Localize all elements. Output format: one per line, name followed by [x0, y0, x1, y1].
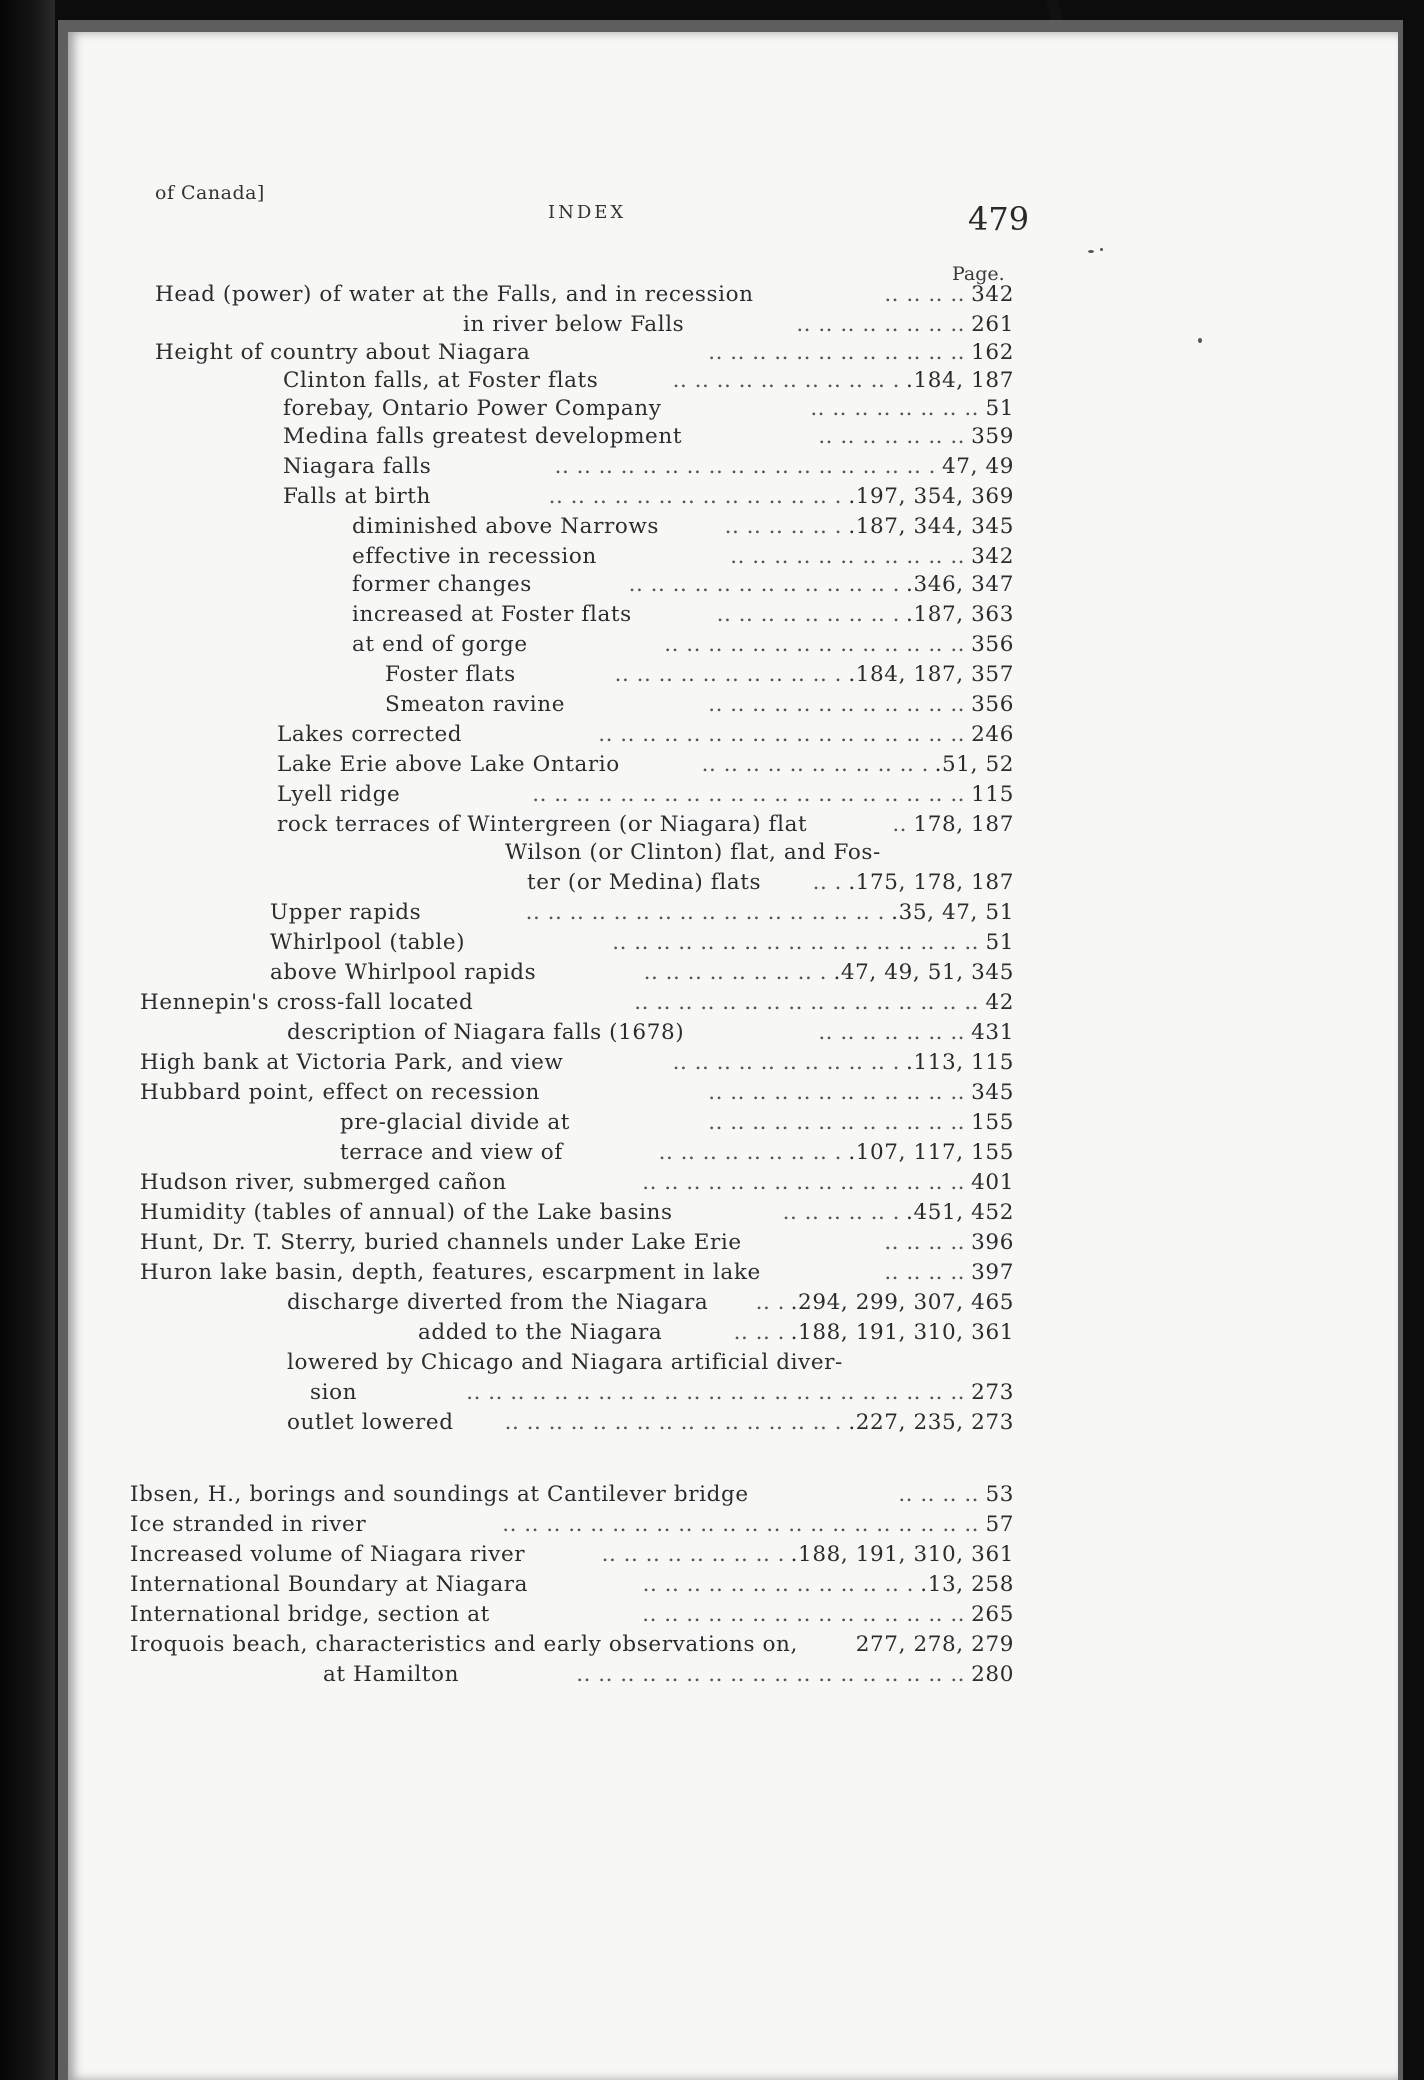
index-entry [0, 572, 1424, 602]
entry-heading: Humidity (tables of annual) of the Lake basins [140, 1200, 673, 1225]
entry-page-refs: .197, 354, 369 [848, 484, 1014, 509]
entry-heading: Hudson river, submerged cañon [140, 1170, 507, 1195]
index-entry [0, 544, 1424, 574]
index-entry [0, 1572, 1424, 1602]
index-entry [0, 1230, 1424, 1260]
index-entry [0, 282, 1424, 312]
entry-page-refs: .51, 52 [934, 752, 1014, 777]
entry-heading: discharge diverted from the Niagara [287, 1290, 709, 1315]
index-entry [0, 1050, 1424, 1080]
entry-page-refs: .188, 191, 310, 361 [790, 1320, 1014, 1345]
index-entry [0, 1020, 1424, 1050]
entry-page-refs: 261 [971, 312, 1014, 337]
entry-dot-leader: .. .. .. .. .. .. .. .. . [601, 1542, 785, 1567]
entry-heading: Huron lake basin, depth, features, escarpment in lake [140, 1260, 761, 1285]
entry-page-refs: .187, 363 [906, 602, 1014, 627]
entry-heading: terrace and view of [340, 1140, 563, 1165]
entry-heading: Falls at birth [283, 484, 431, 509]
entry-dot-leader: .. .. .. .. .. .. .. .. .. .. .. .. [708, 692, 965, 717]
index-entry [0, 722, 1424, 752]
entry-heading: forebay, Ontario Power Company [283, 396, 662, 421]
entry-page-refs: 345 [971, 1080, 1014, 1105]
entry-page-refs: .47, 49, 51, 345 [833, 960, 1014, 985]
index-entry [0, 454, 1424, 484]
entry-dot-leader: .. .. .. .. .. .. .. .. .. .. .. .. .. .. .. [642, 1602, 965, 1627]
entry-heading: effective in recession [352, 544, 597, 569]
index-entry [0, 424, 1424, 454]
index-entry [0, 662, 1424, 692]
entry-page-refs: .107, 117, 155 [848, 1140, 1014, 1165]
index-entry [0, 1410, 1424, 1440]
entry-dot-leader: .. .. .. .. .. .. .. .. .. .. .. .. .. .. .. .. .. .. .. .. .. .. [502, 1512, 979, 1537]
entry-heading: Ice stranded in river [130, 1512, 367, 1537]
entry-page-refs: 401 [971, 1170, 1014, 1195]
entry-heading: Smeaton ravine [385, 692, 566, 717]
entry-page-refs: 356 [971, 632, 1014, 657]
index-entry [0, 514, 1424, 544]
index-entry [0, 632, 1424, 662]
entry-dot-leader: .. .. .. .. .. .. .. .. .. .. . [614, 662, 842, 687]
entry-page-refs: 356 [971, 692, 1014, 717]
entry-dot-leader: .. .. .. .. .. .. .. [818, 424, 965, 449]
index-entry [0, 1140, 1424, 1170]
entry-heading: at Hamilton [323, 1662, 460, 1687]
entry-dot-leader: .. .. .. .. .. .. .. .. .. .. . [701, 752, 929, 777]
index-entry [0, 1170, 1424, 1200]
entry-dot-leader: .. .. .. .. .. . [724, 514, 842, 539]
entry-dot-leader: .. .. .. .. .. .. .. .. . [658, 1140, 842, 1165]
entry-dot-leader: .. .. .. .. .. .. .. .. .. .. .. .. .. .. .. .. .. .. .. .. [532, 782, 965, 807]
entry-page-refs: 246 [971, 722, 1014, 747]
entry-dot-leader: .. .. .. .. .. .. .. .. . [643, 960, 827, 985]
entry-heading: International bridge, section at [130, 1602, 490, 1627]
entry-dot-leader: .. .. .. .. .. .. .. .. .. .. .. .. .. .. .. .. .. .. .. .. .. .. .. [466, 1380, 965, 1405]
entry-dot-leader: .. .. .. .. .. .. .. .. .. .. . [672, 368, 900, 393]
index-entry [0, 484, 1424, 514]
entry-dot-leader: .. .. .. .. .. .. .. .. .. .. . [672, 1050, 900, 1075]
entry-heading: increased at Foster flats [352, 602, 632, 627]
index-entry [0, 1380, 1424, 1410]
entry-dot-leader: .. .. .. .. .. .. .. .. .. .. .. .. . [628, 572, 900, 597]
entry-dot-leader: .. .. .. .. .. .. .. .. .. .. .. .. [708, 1080, 965, 1105]
entry-dot-leader: .. .. .. .. .. .. .. .. [796, 312, 965, 337]
index-entry [0, 1290, 1424, 1320]
entry-dot-leader: .. .. .. .. .. .. .. .. [810, 396, 979, 421]
entry-page-refs: .13, 258 [920, 1572, 1014, 1597]
entry-dot-leader: .. . [755, 1290, 785, 1315]
entry-heading: Lyell ridge [277, 782, 401, 807]
entry-page-refs: .35, 47, 51 [891, 900, 1014, 925]
entry-dot-leader: .. .. .. .. [884, 1260, 965, 1285]
entry-page-refs: 342 [971, 282, 1014, 307]
index-entry [0, 312, 1424, 342]
index-entry [0, 692, 1424, 722]
entry-page-refs: .451, 452 [906, 1200, 1014, 1225]
entry-dot-leader: .. .. .. .. .. .. .. .. .. .. .. .. .. .. .. .. . [525, 900, 885, 925]
entry-page-refs: .184, 187 [906, 368, 1014, 393]
entry-page-refs: 397 [971, 1260, 1014, 1285]
entry-dot-leader: .. .. .. .. .. .. .. .. .. .. .. .. [708, 340, 965, 365]
entry-dot-leader: .. .. .. .. [884, 1230, 965, 1255]
entry-page-refs: .227, 235, 273 [848, 1410, 1014, 1435]
entry-dot-leader: .. .. .. .. .. .. .. .. .. .. .. .. .. .. .. [642, 1170, 965, 1195]
entry-page-refs: 431 [971, 1020, 1014, 1045]
entry-page-refs: .346, 347 [906, 572, 1014, 597]
index-entry [0, 812, 1424, 842]
entry-dot-leader: .. .. .. .. [884, 282, 965, 307]
index-entry [0, 752, 1424, 782]
running-head-left: of Canada] [155, 182, 265, 204]
page-column-label: Page. [952, 263, 1005, 285]
entry-dot-leader: .. .. .. .. .. .. .. .. . [716, 602, 900, 627]
entry-heading: former changes [352, 572, 532, 597]
entry-heading: Upper rapids [270, 900, 422, 925]
entry-dot-leader: .. .. .. .. .. .. .. .. .. .. .. .. .. .. .. . [504, 1410, 842, 1435]
entry-heading: Head (power) of water at the Falls, and in recession [155, 282, 754, 307]
entry-dot-leader: .. [892, 812, 907, 837]
index-entry [0, 1662, 1424, 1692]
index-entry [0, 1512, 1424, 1542]
entry-dot-leader: .. .. .. .. .. .. .. .. .. .. .. .. . [642, 1572, 914, 1597]
entry-heading: ter (or Medina) flats [527, 870, 762, 895]
index-entry [0, 1350, 1424, 1380]
entry-heading: Niagara falls [283, 454, 432, 479]
entry-page-refs: .184, 187, 357 [848, 662, 1014, 687]
entry-page-refs: 51 [985, 396, 1014, 421]
index-entry [0, 870, 1424, 900]
entry-page-refs: .188, 191, 310, 361 [790, 1542, 1014, 1567]
index-entry [0, 990, 1424, 1020]
entry-page-refs: 178, 187 [913, 812, 1014, 837]
index-entry [0, 930, 1424, 960]
index-entry [0, 340, 1424, 370]
entry-dot-leader: .. .. .. .. .. .. .. .. .. .. .. .. .. .. .. .. .. . [554, 454, 936, 479]
entry-page-refs: 162 [971, 340, 1014, 365]
index-entry [0, 602, 1424, 632]
index-entry [0, 1602, 1424, 1632]
index-entry [0, 960, 1424, 990]
entry-heading: above Whirlpool rapids [270, 960, 537, 985]
entry-heading: added to the Niagara [418, 1320, 663, 1345]
entry-page-refs: 53 [985, 1482, 1014, 1507]
entry-page-refs: 277, 278, 279 [855, 1632, 1014, 1657]
entry-heading: Clinton falls, at Foster flats [283, 368, 599, 393]
entry-page-refs: 155 [971, 1110, 1014, 1135]
entry-heading: sion [310, 1380, 358, 1405]
entry-dot-leader: .. .. .. .. .. .. .. .. .. .. .. .. .. .. .. .. .. .. [576, 1662, 965, 1687]
entry-dot-leader: .. .. .. .. .. .. .. [818, 1020, 965, 1045]
index-entry [0, 1482, 1424, 1512]
entry-heading: Increased volume of Niagara river [130, 1542, 526, 1567]
entry-dot-leader: .. .. .. .. [898, 1482, 979, 1507]
entry-heading: Hennepin's cross-fall located [140, 990, 474, 1015]
index-entry [0, 396, 1424, 426]
entry-page-refs: 359 [971, 424, 1014, 449]
entry-heading: Hunt, Dr. T. Sterry, buried channels under Lake Erie [140, 1230, 742, 1255]
entry-heading: pre-glacial divide at [340, 1110, 570, 1135]
index-entry [0, 1080, 1424, 1110]
entry-dot-leader: .. .. .. .. .. .. .. .. .. .. .. .. .. .. .. .. .. [598, 722, 965, 747]
entry-heading: rock terraces of Wintergreen (or Niagara) flat [277, 812, 808, 837]
entry-heading: diminished above Narrows [352, 514, 660, 539]
index-entry [0, 1320, 1424, 1350]
index-entry [0, 1110, 1424, 1140]
entry-dot-leader: .. .. .. .. .. .. .. .. .. .. .. .. [708, 1110, 965, 1135]
entry-dot-leader: .. .. .. .. .. .. .. .. .. .. .. .. .. .. .. .. [634, 990, 979, 1015]
entry-heading: description of Niagara falls (1678) [287, 1020, 685, 1045]
entry-dot-leader: .. .. . [733, 1320, 785, 1345]
entry-heading: Ibsen, H., borings and soundings at Cantilever bridge [130, 1482, 749, 1507]
entry-heading: lowered by Chicago and Niagara artificial diver- [287, 1350, 843, 1375]
index-entry [0, 1200, 1424, 1230]
entry-dot-leader: .. .. .. .. .. .. .. .. .. .. .. .. .. .. [664, 632, 965, 657]
entry-page-refs: 273 [971, 1380, 1014, 1405]
index-entry [0, 1632, 1424, 1662]
entry-heading: Height of country about Niagara [155, 340, 531, 365]
index-entry [0, 1260, 1424, 1290]
entry-page-refs: 42 [985, 990, 1014, 1015]
index-entry [0, 900, 1424, 930]
running-head-title: INDEX [548, 202, 627, 223]
entry-page-refs: .294, 299, 307, 465 [790, 1290, 1014, 1315]
entry-heading: Lakes corrected [277, 722, 463, 747]
entry-page-refs: 265 [971, 1602, 1014, 1627]
entry-page-refs: 280 [971, 1662, 1014, 1687]
entry-page-refs: 342 [971, 544, 1014, 569]
entry-dot-leader: .. .. .. .. .. .. .. .. .. .. .. .. .. .. .. .. .. [612, 930, 979, 955]
entry-page-refs: .113, 115 [906, 1050, 1014, 1075]
entry-heading: at end of gorge [352, 632, 528, 657]
entry-page-refs: .187, 344, 345 [848, 514, 1014, 539]
entry-page-refs: 115 [971, 782, 1014, 807]
entry-page-refs: 396 [971, 1230, 1014, 1255]
entry-heading: Hubbard point, effect on recession [140, 1080, 540, 1105]
index-entry [0, 840, 1424, 870]
entry-heading: High bank at Victoria Park, and view [140, 1050, 564, 1075]
entry-heading: outlet lowered [287, 1410, 454, 1435]
entry-dot-leader: .. .. .. .. .. . [782, 1200, 900, 1225]
entry-dot-leader: .. .. .. .. .. .. .. .. .. .. .. .. .. . [548, 484, 842, 509]
entry-dot-leader: .. . [812, 870, 842, 895]
entry-page-refs: 57 [985, 1512, 1014, 1537]
entry-heading: International Boundary at Niagara [130, 1572, 529, 1597]
index-entry [0, 368, 1424, 398]
page-number: 479 [968, 200, 1030, 238]
index-entry [0, 1542, 1424, 1572]
entry-heading: Iroquois beach, characteristics and early observations on, [130, 1632, 798, 1657]
entry-heading: in river below Falls [463, 312, 685, 337]
entry-heading: Wilson (or Clinton) flat, and Fos- [505, 840, 881, 865]
entry-dot-leader: .. .. .. .. .. .. .. .. .. .. .. [730, 544, 965, 569]
entry-heading: Whirlpool (table) [270, 930, 466, 955]
entry-heading: Lake Erie above Lake Ontario [277, 752, 620, 777]
index-entry [0, 782, 1424, 812]
entry-heading: Medina falls greatest development [283, 424, 683, 449]
entry-page-refs: 51 [985, 930, 1014, 955]
entry-page-refs: .175, 178, 187 [848, 870, 1014, 895]
entry-heading: Foster flats [385, 662, 516, 687]
entry-page-refs: 47, 49 [942, 454, 1014, 479]
